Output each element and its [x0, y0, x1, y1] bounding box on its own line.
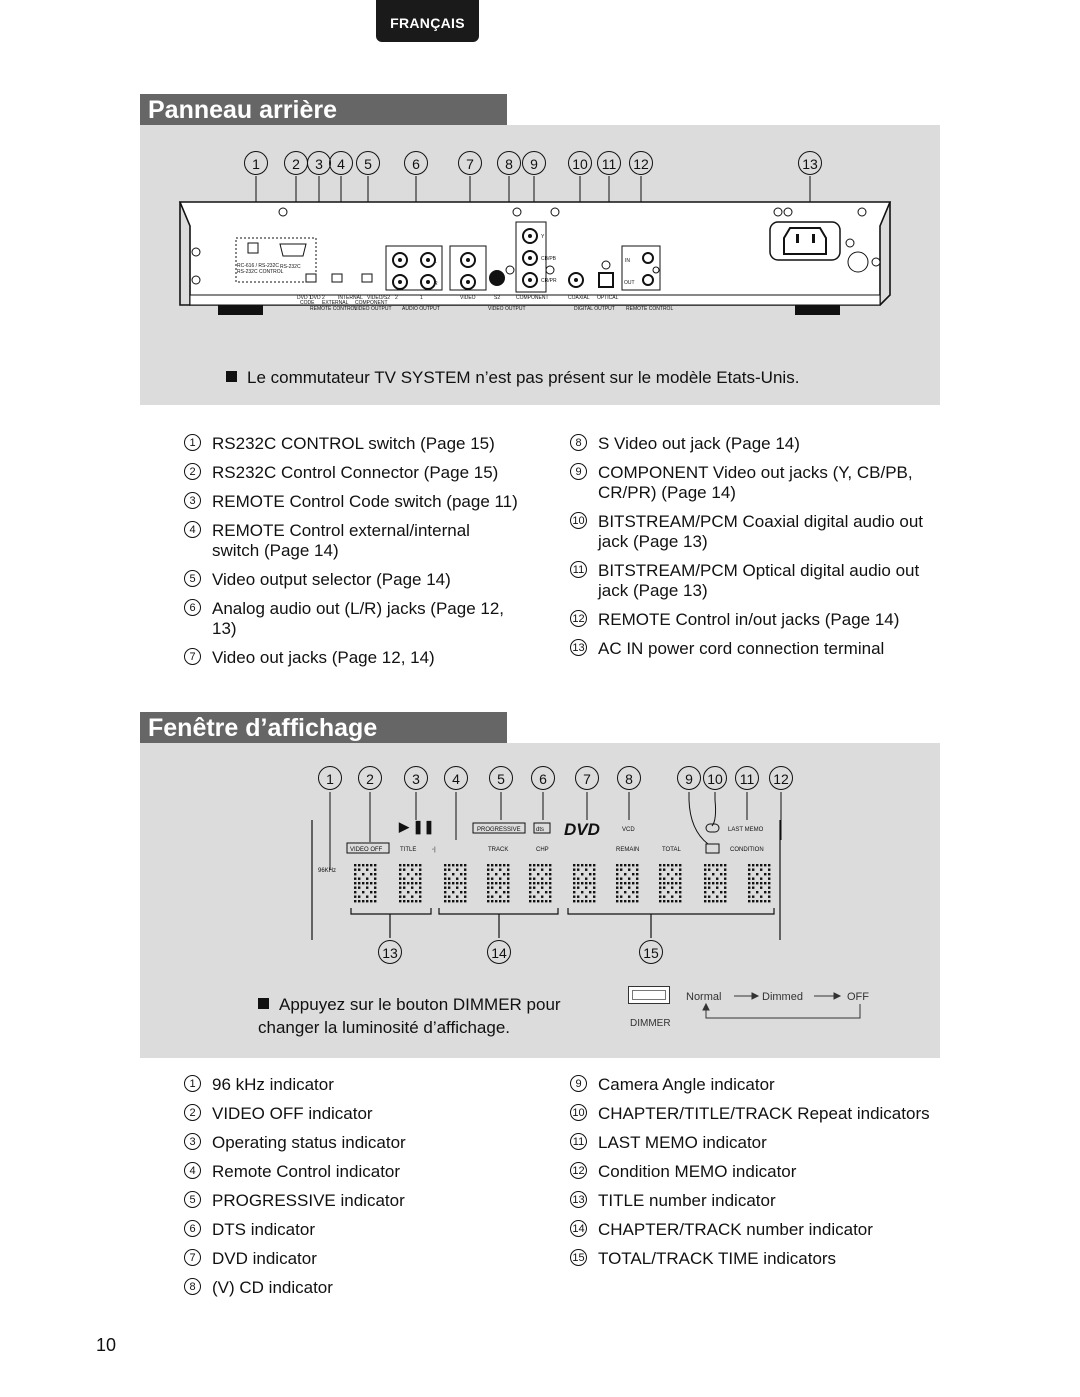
digit-matrix [354, 864, 770, 902]
display-callout: 11 [735, 766, 759, 790]
rear-callout: 4 [329, 151, 353, 175]
list-item: 3 Operating status indicator [180, 1133, 520, 1153]
display-callout: 3 [404, 766, 428, 790]
label-external: EXTERNAL [322, 300, 349, 306]
title-label: TITLE [400, 847, 417, 853]
list-item: 5 PROGRESSIVE indicator [180, 1191, 520, 1211]
label-video-s2: VIDEO/S2 [367, 295, 391, 301]
remain-label: REMAIN [616, 847, 640, 853]
display-callout: 10 [703, 766, 727, 790]
display-callout: 2 [358, 766, 382, 790]
play-pause-indicator: ▶ ❚❚ [399, 819, 435, 834]
list-item: 9 COMPONENT Video out jacks (Y, CB/PB, CR/PR) (Page 14) [566, 463, 936, 503]
language-tab: FRANÇAIS [376, 0, 479, 42]
display-window-title: Fenêtre d’affichage [140, 712, 507, 744]
last-memo-indicator: LAST MEMO [728, 827, 764, 833]
dimmer-off: OFF [847, 991, 869, 1003]
display-callout: 15 [639, 940, 663, 964]
vcd-indicator: VCD [622, 827, 635, 833]
label-one: 1 [420, 295, 423, 301]
rear-callout: 1 [244, 151, 268, 175]
display-callout: 4 [444, 766, 468, 790]
list-item: 7 Video out jacks (Page 12, 14) [180, 648, 520, 668]
label-video-output: VIDEO OUTPUT [354, 306, 392, 312]
label-coaxial: COAXIAL [568, 295, 590, 301]
display-callout: 1 [318, 766, 342, 790]
label-y: Y [541, 234, 545, 240]
total-label: TOTAL [662, 847, 681, 853]
display-callout: 9 [677, 766, 701, 790]
rear-panel-drawing [0, 170, 1080, 330]
list-item: 1 RS232C CONTROL switch (Page 15) [180, 434, 520, 454]
label-digital-output: DIGITAL OUTPUT [574, 306, 615, 312]
list-item: 9 Camera Angle indicator [566, 1075, 936, 1095]
dimmer-normal: Normal [686, 991, 722, 1003]
label-l: L [434, 259, 437, 265]
rear-panel-note [226, 367, 799, 389]
list-item: 1 96 kHz indicator [180, 1075, 520, 1095]
rear-callout: 9 [522, 151, 546, 175]
dimmer-button [628, 986, 670, 1004]
bullet-square [258, 998, 269, 1009]
label-cr: CR/PR [541, 278, 557, 284]
display-note-text: Appuyez sur le bouton DIMMER pour changer la luminosité d’affichage. [258, 995, 561, 1037]
label-cb: CB/PB [541, 256, 557, 262]
display-callout: 7 [575, 766, 599, 790]
khz-indicator: 96KHz [318, 868, 337, 874]
rear-panel-note-text: Le commutateur TV SYSTEM n’est pas présent sur le modèle Etats-Unis. [247, 368, 800, 387]
list-item: 13 TITLE number indicator [566, 1191, 936, 1211]
list-item: 2 RS232C Control Connector (Page 15) [180, 463, 520, 483]
dvd-logo: DVD [564, 820, 600, 839]
video-off-indicator: VIDEO OFF [350, 847, 383, 853]
label-dvd1: DVD 1 [297, 295, 312, 301]
display-drawing [0, 790, 1080, 950]
rear-callout: 12 [629, 151, 653, 175]
label-remote-control2: REMOTE CONTROL [626, 306, 674, 312]
label-video-output2: VIDEO OUTPUT [488, 306, 526, 312]
display-callout: 5 [489, 766, 513, 790]
dts-indicator: dts [536, 827, 545, 833]
label-r: R [434, 281, 438, 287]
progressive-indicator: PROGRESSIVE [477, 827, 521, 833]
rear-callout: 5 [356, 151, 380, 175]
dimmer-cycle-diagram [680, 986, 880, 1022]
label-component2: COMPONENT [516, 295, 549, 301]
list-item: 8 S Video out jack (Page 14) [566, 434, 936, 454]
list-item: 10 CHAPTER/TITLE/TRACK Repeat indicators [566, 1104, 936, 1124]
label-optical: OPTICAL [597, 295, 619, 301]
rear-callout: 3 [307, 151, 331, 175]
rear-callout: 11 [597, 151, 621, 175]
chp-label: CHP [536, 847, 549, 853]
label-out: OUT [624, 280, 635, 286]
label-rs232c-switch: RC-616 / RS-232C [237, 263, 279, 269]
label-two: 2 [395, 295, 398, 301]
label-code: CODE [300, 300, 315, 306]
dimmer-dimmed: Dimmed [762, 991, 803, 1003]
list-item: 6 DTS indicator [180, 1220, 520, 1240]
rear-callout: 7 [458, 151, 482, 175]
label-component: COMPONENT [355, 300, 388, 306]
list-item: 15 TOTAL/TRACK TIME indicators [566, 1249, 936, 1269]
display-list-right [566, 1075, 936, 1278]
list-item: 8 (V) CD indicator [180, 1278, 520, 1298]
list-item: 7 DVD indicator [180, 1249, 520, 1269]
label-in: IN [625, 258, 630, 264]
label-rs232c: RS-232C [280, 264, 301, 270]
dimmer-label: DIMMER [630, 1018, 671, 1029]
list-item: 4 REMOTE Control external/internal switch (Page 14) [180, 521, 520, 561]
display-list-left [180, 1075, 520, 1307]
label-remote-control: REMOTE CONTROL [310, 306, 358, 312]
label-audio-output: AUDIO OUTPUT [402, 306, 440, 312]
rear-panel-title: Panneau arrière [140, 94, 507, 126]
list-item: 12 REMOTE Control in/out jacks (Page 14) [566, 610, 936, 630]
display-callout: 14 [487, 940, 511, 964]
display-callout: 8 [617, 766, 641, 790]
rear-panel-list-left [180, 434, 520, 677]
label-video: VIDEO [460, 295, 476, 301]
list-item: 2 VIDEO OFF indicator [180, 1104, 520, 1124]
list-item: 5 Video output selector (Page 14) [180, 570, 520, 590]
list-item: 11 BITSTREAM/PCM Optical digital audio out jack (Page 13) [566, 561, 936, 601]
rear-panel-list-right [566, 434, 936, 668]
page-number: 10 [96, 1335, 117, 1355]
rear-callout: 10 [568, 151, 592, 175]
track-label: TRACK [488, 847, 509, 853]
display-callout: 6 [531, 766, 555, 790]
display-note [258, 993, 598, 1039]
list-item: 6 Analog audio out (L/R) jacks (Page 12, 13) [180, 599, 520, 639]
rear-callout: 8 [497, 151, 521, 175]
label-dvd2: DVD 2 [310, 295, 325, 301]
label-s2: S2 [494, 295, 501, 301]
list-item: 11 LAST MEMO indicator [566, 1133, 936, 1153]
list-item: 12 Condition MEMO indicator [566, 1162, 936, 1182]
rear-callout: 2 [284, 151, 308, 175]
list-item: 3 REMOTE Control Code switch (page 11) [180, 492, 520, 512]
rear-callout: 13 [798, 151, 822, 175]
list-item: 4 Remote Control indicator [180, 1162, 520, 1182]
display-callout: 12 [769, 766, 793, 790]
label-rs232c-control: RS-232C CONTROL [237, 269, 284, 275]
rear-callout: 6 [404, 151, 428, 175]
list-item: 10 BITSTREAM/PCM Coaxial digital audio out jack (Page 13) [566, 512, 936, 552]
label-internal: INTERNAL [338, 295, 363, 301]
condition-indicator: CONDITION [730, 847, 764, 853]
display-callout: 13 [378, 940, 402, 964]
remote-indicator-icon: ◦| [432, 847, 436, 853]
list-item: 13 AC IN power cord connection terminal [566, 639, 936, 659]
bullet-square [226, 371, 237, 382]
display-callouts-bottom [0, 940, 1080, 970]
list-item: 14 CHAPTER/TRACK number indicator [566, 1220, 936, 1240]
